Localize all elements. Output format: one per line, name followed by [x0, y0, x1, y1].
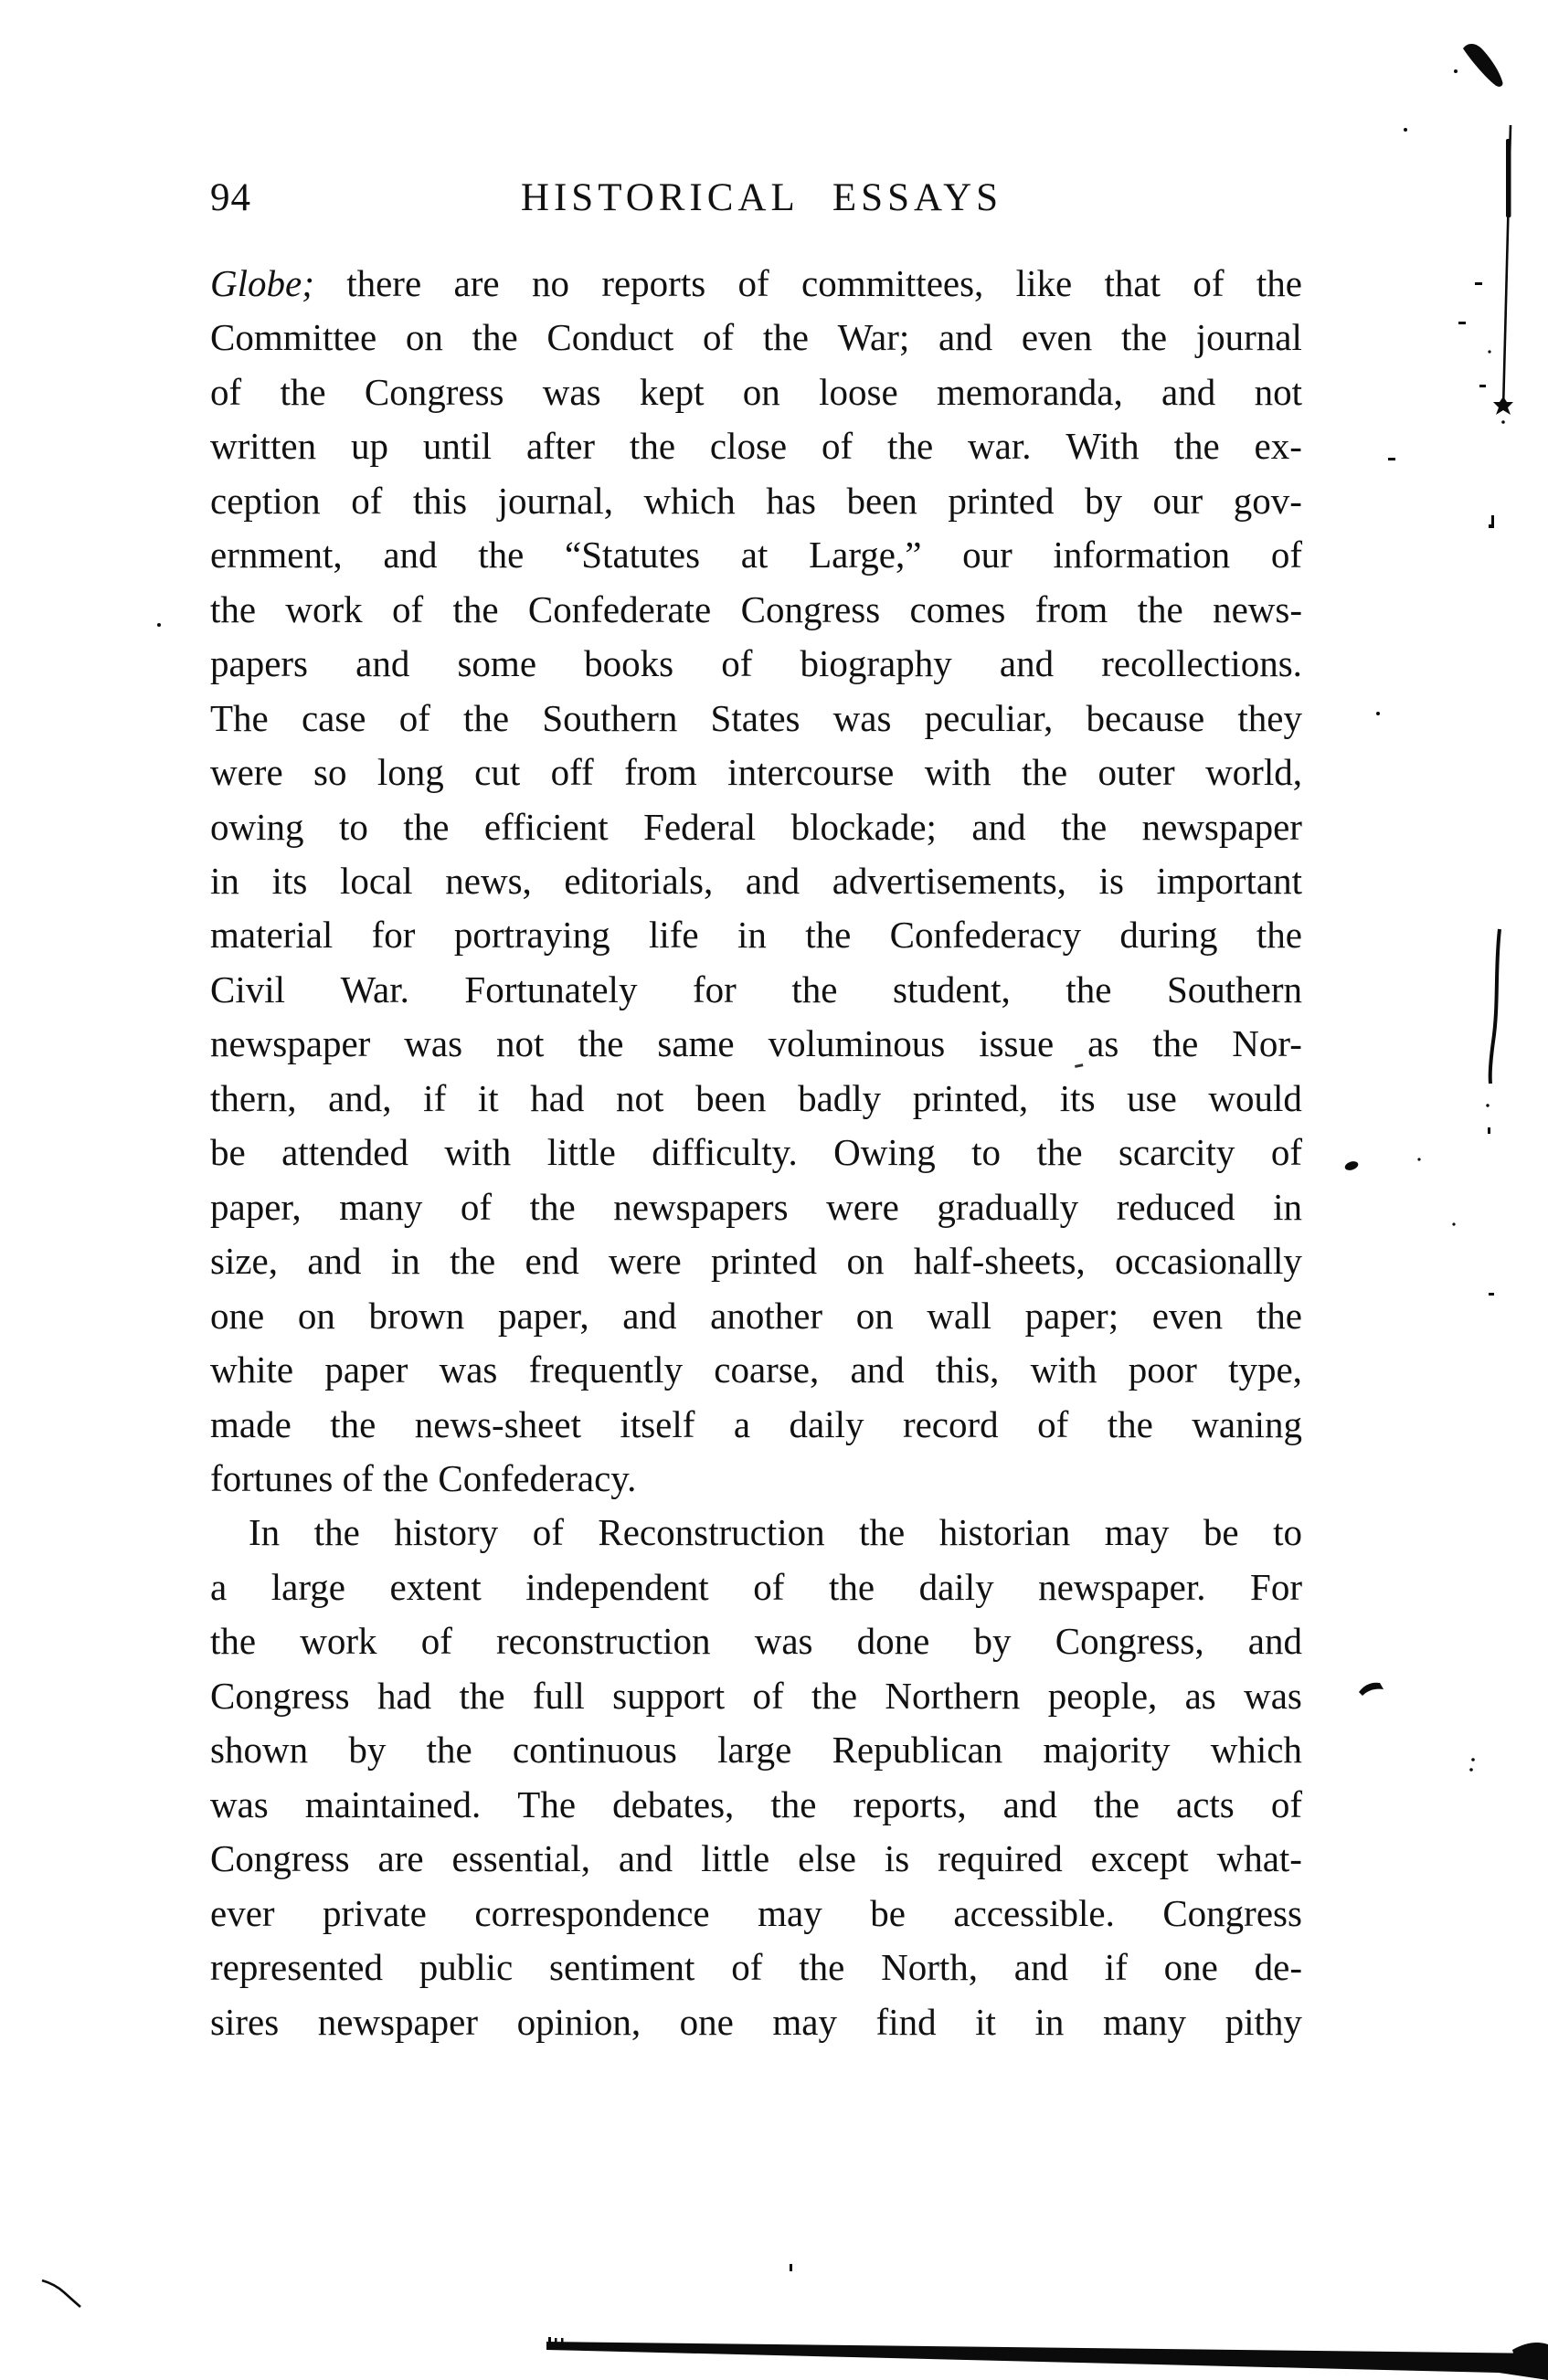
scan-line-right-lower: [1490, 929, 1500, 1084]
scan-blot-arrow: [1359, 1683, 1384, 1696]
scan-curve-bottom-left: [42, 2280, 80, 2307]
paragraph-1-line-11: owing to the efficient Federal blockade; and the newspaper: [210, 805, 1302, 848]
scan-star-blob: [1493, 397, 1513, 415]
paragraph-1-line-12: in its local news, editorials, and advertisements, is important: [210, 859, 1302, 902]
paragraph-2-line-1: In the history of Reconstruction the historian may be to: [249, 1511, 1302, 1554]
scan-line-right-upper: [1503, 125, 1511, 409]
paragraph-1-line-6: ernment, and the “Statutes at Large,” our information of: [210, 534, 1302, 576]
running-title: HISTORICAL ESSAYS: [520, 176, 1003, 219]
paragraph-2-line-7: Congress are essential, and little else is required except what-: [210, 1837, 1302, 1880]
paragraph-1-line-15: newspaper was not the same voluminous issue as the Nor-: [210, 1022, 1302, 1065]
paragraph-1-line-3: of the Congress was kept on loose memoranda, and not: [210, 370, 1302, 413]
paragraph-1-line-21: white paper was frequently coarse, and this, with poor type,: [210, 1349, 1302, 1391]
paragraph-1-line-2: Committee on the Conduct of the War; and even the journal: [210, 316, 1302, 359]
paragraph-1-line-18: paper, many of the newspapers were gradually reduced in: [210, 1185, 1302, 1228]
paragraph-2-line-5: shown by the continuous large Republican majority which: [210, 1729, 1302, 1772]
scan-dot-diamond: [1343, 1159, 1359, 1171]
running-head: [210, 175, 1302, 223]
paragraph-1-line-19: size, and in the end were printed on half-sheets, occasionally: [210, 1240, 1302, 1283]
text-block: [210, 257, 1302, 2049]
paragraph-1-line-14: Civil War. Fortunately for the student, the Southern: [210, 968, 1302, 1010]
paragraph-1-line-9: The case of the Southern States was peculiar, because they: [210, 696, 1302, 739]
paragraph-2-line-8: ever private correspondence may be accessible. Congress: [210, 1891, 1302, 1934]
paragraph-1-line-1: Globe; there are no reports of committees, like that of the: [210, 262, 1302, 304]
paragraph-2-line-9: represented public sentiment of the North, and if one de-: [210, 1946, 1302, 1989]
paragraph-1-line-13: material for portraying life in the Confederacy during the: [210, 914, 1302, 957]
scan-bar-bottom: [546, 2342, 1548, 2380]
paragraph-2-line-6: was maintained. The debates, the reports, and the acts of: [210, 1782, 1302, 1825]
paragraph-1-line-20: one on brown paper, and another on wall paper; even the: [210, 1294, 1302, 1337]
paragraph-1-line-22: made the news-sheet itself a daily record of the waning: [210, 1402, 1302, 1445]
paragraph-1-line-10: were so long cut off from intercourse with the outer world,: [210, 751, 1302, 794]
paragraph-2-line-4: Congress had the full support of the Northern people, as was: [210, 1674, 1302, 1717]
paragraph-2-line-3: the work of reconstruction was done by Congress, and: [210, 1620, 1302, 1663]
paragraph-1-line-17: be attended with little difficulty. Owing to the scarcity of: [210, 1131, 1302, 1174]
paragraph-1-line-7: the work of the Confederate Congress comes from the news-: [210, 587, 1302, 630]
paragraph-2-line-10: sires newspaper opinion, one may find it in many pithy: [210, 2000, 1302, 2043]
paragraph-2-line-2: a large extent independent of the daily newspaper. For: [210, 1565, 1302, 1608]
paragraph-1-line-4: written up until after the close of the war. With the ex-: [210, 425, 1302, 468]
scan-bar-bulge: [1508, 2343, 1548, 2380]
paragraph-1-line-5: ception of this journal, which has been printed by our gov-: [210, 479, 1302, 522]
paragraph-1-line-8: papers and some books of biography and recollections.: [210, 642, 1302, 685]
scan-smudge-top-right: [1463, 44, 1502, 87]
paragraph-1-line-23: fortunes of the Confederacy.: [210, 1456, 637, 1499]
page-number: 94: [210, 176, 251, 219]
paragraph-1-line-16: thern, and, if it had not been badly printed, its use would: [210, 1076, 1302, 1119]
